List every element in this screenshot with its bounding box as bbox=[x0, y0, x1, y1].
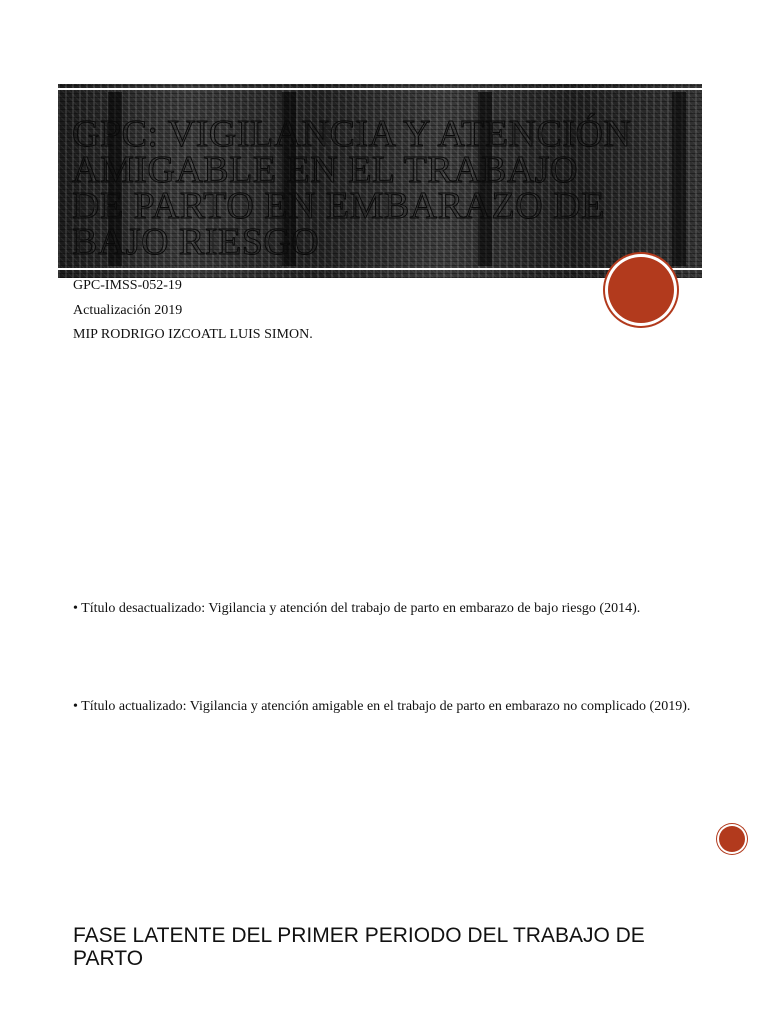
slide-title: GPC: VIGILANCIA Y ATENCIÓN AMIGABLE EN EL TRABAJO DE PARTO EN EMBARAZO DE BAJO RIESGO bbox=[72, 113, 632, 263]
bullet-old-title: • Título desactualizado: Vigilancia y atención del trabajo de parto en embarazo de bajo riesgo (2014). bbox=[73, 601, 641, 616]
section-heading: FASE LATENTE DEL PRIMER PERIODO DEL TRABAJO DE PARTO bbox=[73, 924, 645, 970]
bullet-new-title: • Título actualizado: Vigilancia y atención amigable en el trabajo de parto en embarazo no complicado (2019). bbox=[73, 699, 691, 714]
banner-texture-column bbox=[672, 92, 686, 266]
author-name: MIP RODRIGO IZCOATL LUIS SIMON. bbox=[73, 327, 313, 342]
banner-bottom-rule bbox=[58, 268, 702, 270]
update-year: Actualización 2019 bbox=[73, 303, 183, 318]
decorative-circle-small bbox=[719, 826, 745, 852]
banner-top-rule bbox=[58, 88, 702, 90]
decorative-circle bbox=[608, 257, 674, 323]
guide-code: GPC-IMSS-052-19 bbox=[73, 278, 182, 293]
